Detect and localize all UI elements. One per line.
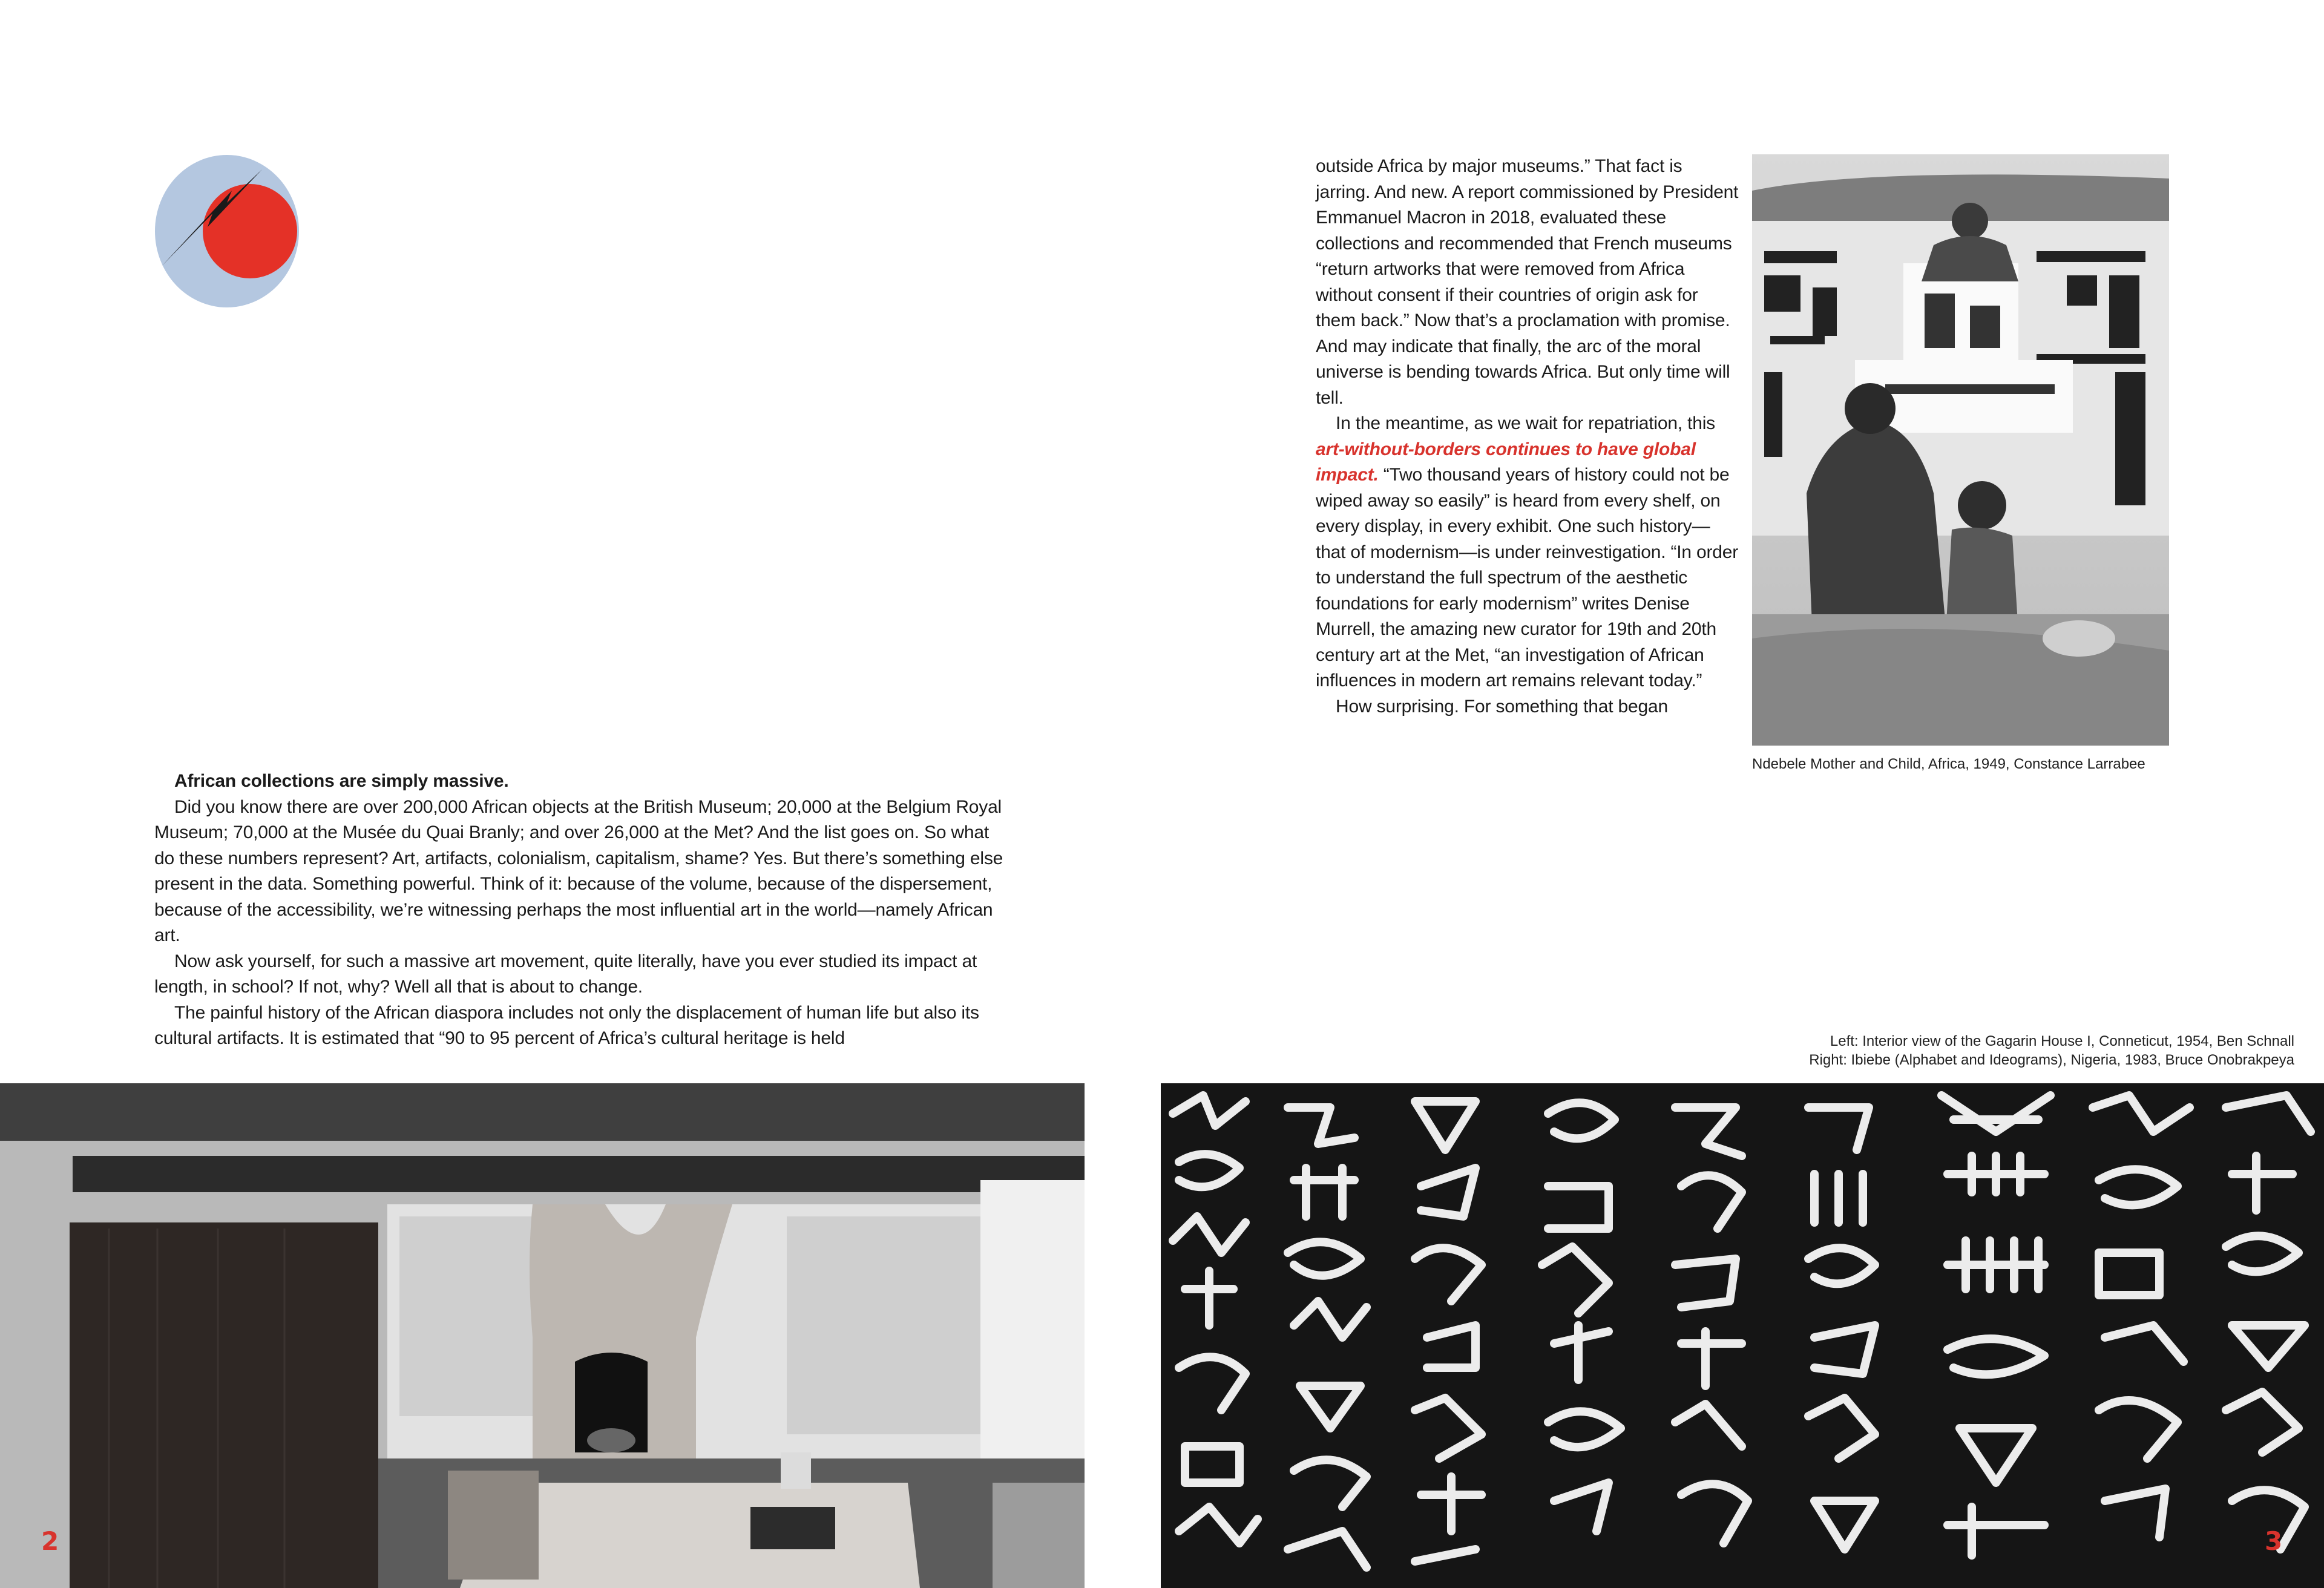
paragraph: outside Africa by major museums.” That fact is jarring. And new. A report commissioned by President Emmanuel Macron in 2018, evaluated these collections and recommended that French museums “return artworks that were removed from Africa without consent if their countries of origin ask for them back.” Now that’s a proclamation with promise. And may indicate that finally, the arc of the moral universe is bending towards Africa. But only time will tell. bbox=[1316, 156, 1739, 408]
highlighted-quote: art-without-borders continues to have global impact. bbox=[1316, 439, 1696, 485]
page-number-left: 2 bbox=[41, 1526, 59, 1556]
paragraph: Did you know there are over 200,000 African objects at the British Museum; 20,000 at the Belgium Royal Museum; 70,000 at the Musée du Quai Branly; and over 26,000 at the Met? And the list goes on. So what do these numbers represent? Art, artifacts, colonialism, capitalism, shame? Yes. But there’s something else present in the data. Something powerful. Think of it: because of the volume, because of the dispersement, because of the accessibility, we’re witnessing perhaps the most influential art in the world—namely African art. bbox=[154, 796, 1003, 945]
ibiebe-ideograms-artwork bbox=[1161, 1083, 2324, 1588]
photo-caption: Ndebele Mother and Child, Africa, 1949, Constance Larrabee bbox=[1752, 756, 2145, 772]
bolt-and-red-sun-logo bbox=[154, 154, 300, 309]
article-text-right bbox=[1316, 154, 1739, 720]
page-number-right: 3 bbox=[2265, 1526, 2283, 1556]
section-heading: African collections are simply massive. bbox=[174, 771, 509, 791]
paragraph: The painful history of the African diaspora includes not only the displacement of human life but also its cultural artifacts. It is estimated that “90 to 95 percent of Africa’s cultural heritage is held bbox=[154, 1002, 979, 1048]
caption-left-image: Left: Interior view of the Gagarin House I, Conneticut, 1954, Ben Schnall bbox=[1830, 1033, 2294, 1049]
image-captions bbox=[1809, 1032, 2294, 1069]
paragraph: Now ask yourself, for such a massive art movement, quite literally, have you ever studied its impact at length, in school? If not, why? Well all that is about to change. bbox=[154, 951, 977, 997]
ndebele-mother-child-photo bbox=[1752, 154, 2169, 746]
caption-right-image: Right: Ibiebe (Alphabet and Ideograms), Nigeria, 1983, Bruce Onobrakpeya bbox=[1809, 1052, 2294, 1068]
gagarin-house-interior-photo bbox=[0, 1083, 1085, 1588]
paragraph: In the meantime, as we wait for repatriation, this art-without-borders continues to have global impact. “Two thousand years of history could not be wiped away so easily” is heard from every shelf, on every display, in every exhibit. One such history—that of modernism—is under reinvestigation. “In order to understand the full spectrum of the aesthetic foundations for early modernism” writes Denise Murrell, the amazing new curator for 19th and 20th century art at the Met, “an investigation of African influences in modern art remains relevant today.” bbox=[1316, 413, 1739, 691]
article-text-left bbox=[154, 769, 1005, 1052]
paragraph: How surprising. For something that began bbox=[1336, 696, 1668, 717]
